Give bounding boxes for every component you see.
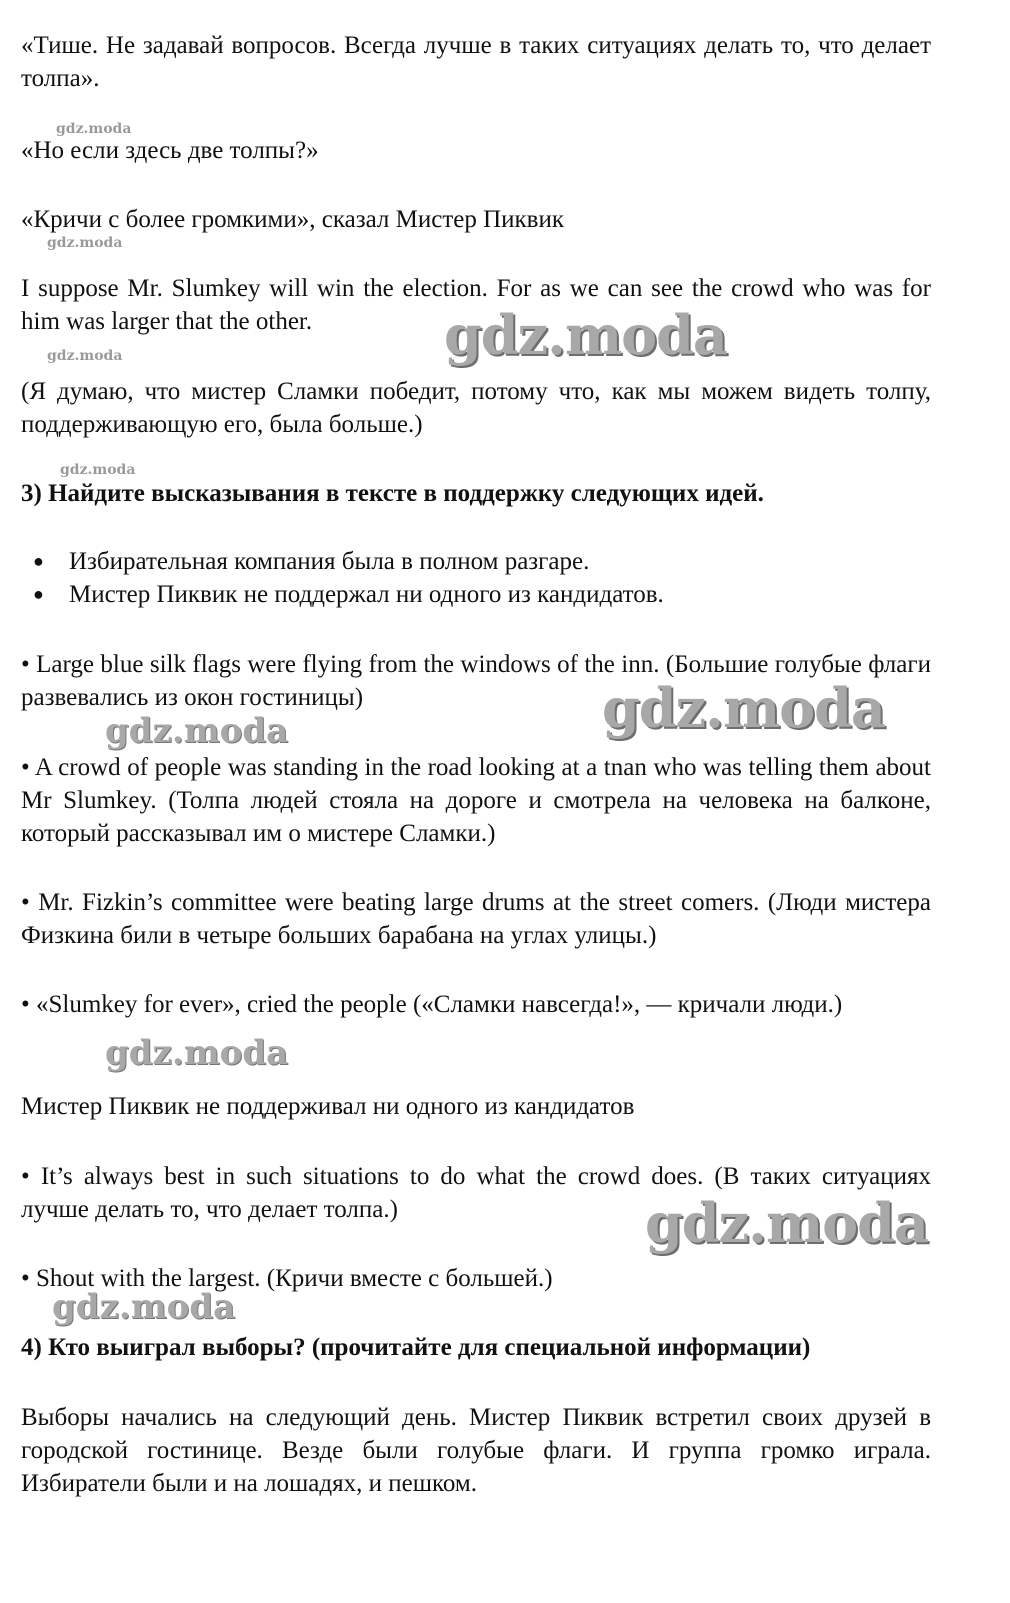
watermark: gdz.moda	[105, 711, 289, 751]
paragraph-shout-louder: «Кричи с более громкими», сказал Мистер Пиквик	[21, 206, 564, 233]
watermark: gdz.moda	[602, 676, 885, 740]
section-3-heading: 3) Найдите высказывания в тексте в поддержку следующих идей.	[21, 480, 764, 507]
paragraph-translation: (Я думаю, что мистер Сламки победит, потому что, как мы можем видеть толпу, поддерживающую его, была больше.)	[21, 378, 931, 438]
answer-shout-largest: • Shout with the largest. (Кричи вместе с большей.)	[21, 1265, 553, 1292]
ideas-bullet-list	[21, 545, 931, 611]
paragraph-election-day: Выборы начались на следующий день. Мистер Пиквик встретил своих друзей в городской гостинице. Везде были голубые флаги. И группа громко играла. Избиратели были и на лошадях, и пешком.	[21, 1404, 931, 1497]
list-item: ● Мистер Пиквик не поддержал ни одного из кандидатов.	[21, 578, 931, 611]
paragraph-two-crowds: «Но если здесь две толпы?»	[21, 137, 319, 164]
watermark: gdz.moda	[444, 303, 727, 367]
answer-do-what-crowd-does: • It’s always best in such situations to do what the crowd does. (В таких ситуациях лучше делать то, что делает толпа.)	[21, 1163, 931, 1223]
section-4-heading: 4) Кто выиграл выборы? (прочитайте для специальной информации)	[21, 1334, 811, 1361]
bullet-icon: ●	[33, 551, 44, 571]
answer-slumkey-forever: • «Slumkey for ever», cried the people («Сламки навсегда!», — кричали люди.)	[21, 991, 843, 1018]
watermark: gdz.moda	[52, 1287, 236, 1327]
watermark: gdz.moda	[645, 1191, 928, 1255]
bullet-icon: ●	[33, 584, 44, 604]
paragraph-english-answer: I suppose Mr. Slumkey will win the election. For as we can see the crowd who was for him was larger that the other.	[21, 275, 931, 335]
watermark: gdz.moda	[47, 348, 123, 364]
watermark: gdz.moda	[60, 462, 136, 478]
answer-crowd: • A crowd of people was standing in the road looking at a tnan who was telling them about Mr Slumkey. (Толпа людей стояла на дороге и смотрела на человека на балконе, который рассказывал им о мистере Сламки.)	[21, 754, 931, 847]
watermark: gdz.moda	[56, 121, 132, 137]
answer-drums: • Mr. Fizkin’s committee were beating large drums at the street comers. (Люди мистера Физкина били в четыре больших барабана на углах улицы.)	[21, 889, 931, 949]
list-item: ● Избирательная компания была в полном разгаре.	[21, 545, 931, 578]
watermark: gdz.moda	[105, 1033, 289, 1073]
answer-flags: • Large blue silk flags were flying from the windows of the inn. (Большие голубые флаги развевались из окон гостиницы)	[21, 651, 931, 711]
subheading-pickwick-neutral: Мистер Пиквик не поддерживал ни одного из кандидатов	[21, 1093, 635, 1120]
paragraph-quote-quiet: «Тише. Не задавай вопросов. Всегда лучше в таких ситуациях делать то, что делает толпа».	[21, 32, 931, 92]
watermark: gdz.moda	[47, 235, 123, 251]
